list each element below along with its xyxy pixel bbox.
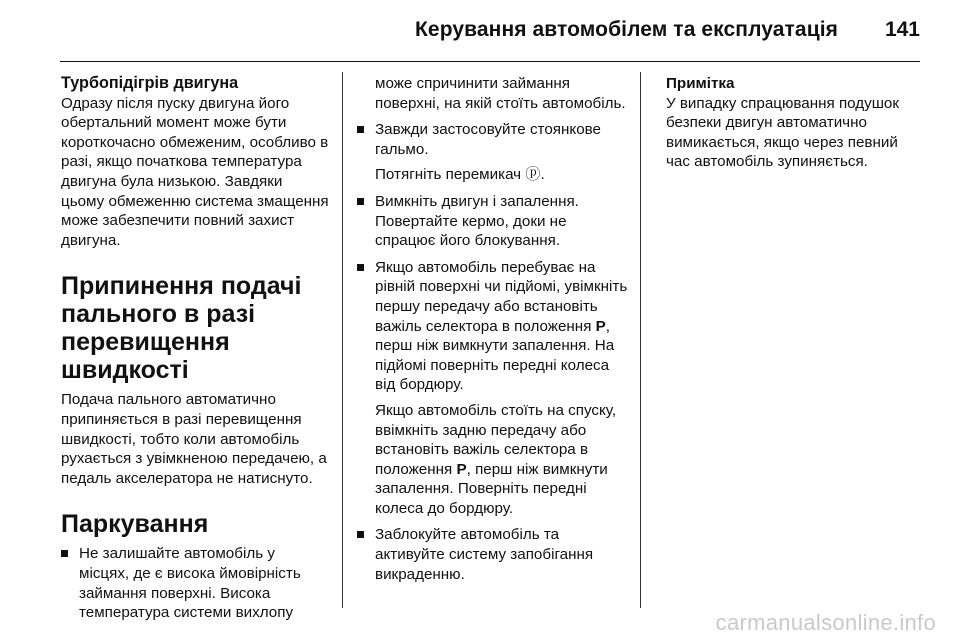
list-item-subtext: Потягніть перемикач ⓟ. — [375, 166, 545, 184]
watermark: carmanualsonline.info — [715, 610, 936, 635]
text-run: Якщо автомобіль перебуває на рівній поверхні чи підйомі, увімкніть першу передачу або встановіть важіль селектора в положення — [375, 258, 628, 335]
list-item — [357, 525, 629, 584]
list-item-text: Завжди застосовуйте стоянкове гальмо. — [375, 121, 601, 158]
section-title-turbo: Турбопідігрів двигуна — [61, 74, 239, 92]
list-item-text: може спричинити займання поверхні, на якій стоїть автомобіль. — [375, 75, 626, 112]
section-text-turbo: Одразу після пуску двигуна його обертальний момент може бути короткочасно обмеженим, особливо в разі, якщо початкова температура двигуна була низькою. Завдяки цьому обмеженню система змащення може забезпечити повний захист двигуна. — [61, 94, 329, 249]
gear-position-p: P — [595, 317, 606, 335]
bullet-icon — [61, 550, 68, 557]
list-item-text: Вимкніть двигун і запалення. Повертайте кермо, доки не спрацює його блокування. — [375, 192, 579, 250]
column-right — [666, 74, 922, 172]
text-run: , перш ніж вимкнути запалення. На підйомі поверніть передні колеса від бордюру. — [375, 317, 615, 394]
text-run: Якщо автомобіль стоїть на спуску, ввімкніть задню передачу або встановіть важіль селектора в положення — [375, 401, 617, 478]
note-title: Примітка — [666, 75, 735, 92]
bullet-icon — [357, 264, 364, 271]
note-text: У випадку спрацювання подушок безпеки двигун автоматично вимикається, якщо через певний час автомобіль зупиняється. — [666, 94, 900, 171]
list-item-text: Не залишайте автомобіль у місцях, де є висока ймовірність займання поверхні. Висока температура системи вихлопу — [79, 545, 301, 622]
gear-position-p: P — [456, 460, 467, 478]
list-item — [357, 74, 629, 113]
list-item-text: Заблокуйте автомобіль та активуйте систему запобігання викраденню. — [375, 526, 594, 583]
list-item — [61, 544, 329, 622]
list-item — [357, 120, 629, 185]
list-item — [357, 192, 629, 251]
column-middle — [357, 74, 629, 591]
section-title-parking: Паркування — [61, 510, 209, 539]
column-divider-2 — [640, 72, 641, 608]
bullet-icon — [357, 198, 364, 205]
column-left — [61, 74, 329, 630]
bullet-icon — [357, 126, 364, 133]
header-rule — [60, 61, 920, 62]
list-item-subtext — [375, 401, 629, 519]
section-title-fuel-cutoff: Припинення подачі пального в разі перевищення швидкості — [61, 272, 302, 385]
text-run: , перш ніж вимкнути запалення. Поверніть передні колеса до бордюру. — [375, 460, 608, 517]
bullet-icon — [357, 531, 364, 538]
list-item-text — [375, 259, 627, 394]
section-text-fuel-cutoff: Подача пального автоматично припиняється в разі перевищення швидкості, тобто коли автомобіль рухається з увімкненою передачею, а педаль акселератора не натиснуто. — [61, 391, 327, 487]
page-header-title: Керування автомобілем та експлуатація — [415, 18, 838, 41]
page-number: 141 — [884, 18, 920, 41]
column-divider-1 — [342, 72, 343, 608]
list-item — [357, 258, 629, 519]
parking-list-continued — [357, 74, 629, 584]
parking-list — [61, 544, 329, 622]
